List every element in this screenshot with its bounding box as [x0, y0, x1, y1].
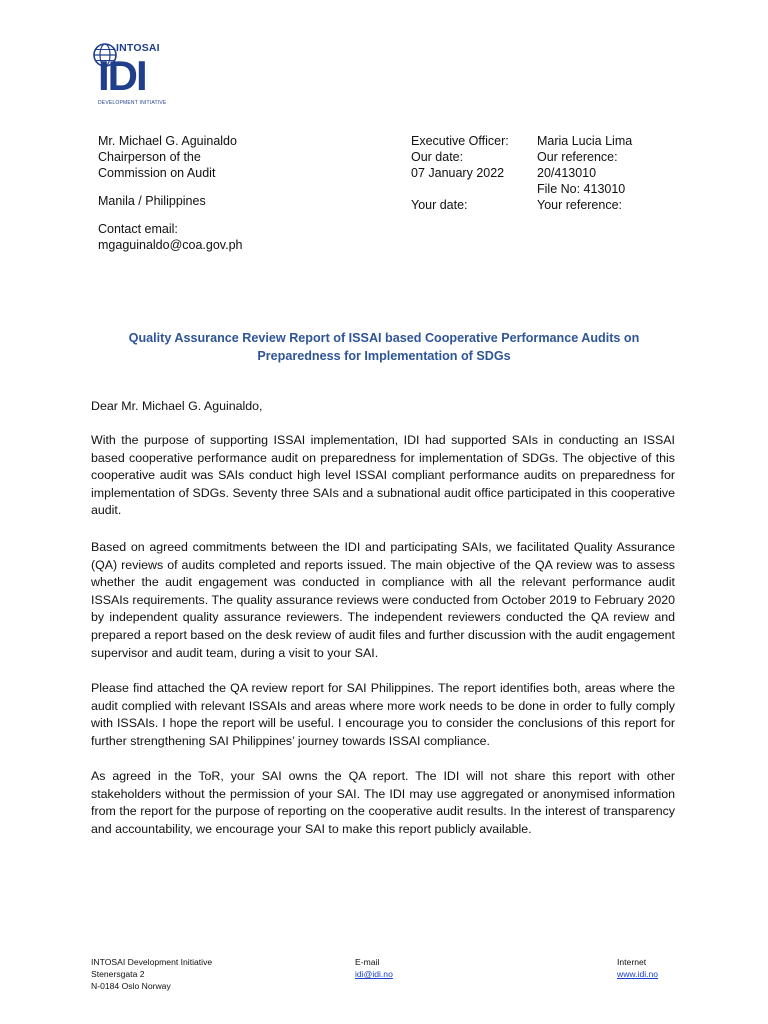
logo-org-text: INTOSAI: [116, 42, 160, 54]
footer-org: INTOSAI Development Initiative: [91, 957, 213, 967]
your-date-label: Your date:: [411, 198, 468, 212]
your-reference-label: Your reference:: [537, 198, 623, 212]
footer-email-label: E-mail: [355, 957, 380, 967]
recipient-email: mgaguinaldo@coa.gov.ph: [98, 238, 243, 252]
file-number: File No: 413010: [537, 182, 626, 196]
our-reference-value: 20/413010: [537, 166, 597, 180]
paragraph-qa-reviews: Based on agreed commitments between the IDI and participating SAIs, we facilitated Quality Assurance (QA) reviews of audits completed and reports issued. The main objective of the QA review was to assess whether the audit engagement was conducted in compliance with all the relevant performance audit ISSAIs requirements. The quality assurance reviews were conducted from October 2019 to February 2020 by independent quality assurance reviewers. The independent reviewers conducted the QA review and prepared a report based on the desk review of audit files and further discussion with the audit engagement supervisor and audit team, during a visit to your SAI.: [91, 540, 675, 660]
letter-title: Quality Assurance Review Report of ISSAI based Cooperative Performance Audits on Preparedness for Implementation of SDGs: [128, 331, 640, 363]
footer-email-block: [355, 956, 393, 980]
recipient-city: Manila / Philippines: [98, 194, 206, 208]
footer-website-link[interactable]: www.idi.no: [617, 969, 659, 980]
salutation: Dear Mr. Michael G. Aguinaldo,: [91, 399, 263, 413]
paragraph-report-attached: Please find attached the QA review report for SAI Philippines. The report identifies both, areas where the audit complied with relevant ISSAIs and areas where more work needs to be done in order to fully comply with ISSAIs. I hope the report will be useful. I encourage you to consider the conclusions of this report for further strengthening SAI Philippines’ journey towards ISSAI compliance.: [91, 681, 675, 748]
recipient-role-line-1: Chairperson of the: [98, 150, 201, 164]
contact-label: Contact email:: [98, 222, 178, 236]
paragraph-purpose: With the purpose of supporting ISSAI implementation, IDI had supported SAIs in conducting an ISSAI based cooperative performance audit on preparedness for implementation of SDGs. The objective of this cooperative audit was SAIs conduct high level ISSAI compliant performance audits on preparedness for implementation of SDGs. Seventy three SAIs and a subnational audit office participated in this cooperative audit.: [91, 433, 675, 518]
paragraph-ownership: As agreed in the ToR, your SAI owns the QA report. The IDI will not share this report with other stakeholders without the permission of your SAI. The IDI may use aggregated or anonymised information from the report for the purpose of reporting on the cooperative audit results. In the interest of transparency and accountability, we encourage your SAI to make this report publicly available.: [91, 769, 675, 836]
our-date-label: Our date:: [411, 150, 464, 164]
footer-email-link[interactable]: idi@idi.no: [355, 969, 393, 980]
officer-label: Executive Officer:: [411, 134, 509, 148]
footer-street: Stenersgata 2: [91, 969, 145, 980]
footer-internet-block: [617, 956, 658, 980]
recipient-role-line-2: Commission on Audit: [98, 166, 216, 180]
letter-meta: [411, 133, 632, 213]
recipient-name: Mr. Michael G. Aguinaldo: [98, 134, 237, 148]
our-date-value: 07 January 2022: [411, 166, 505, 180]
footer-address: [91, 956, 212, 993]
idi-logo: [92, 42, 174, 108]
recipient-address: [98, 133, 243, 253]
logo-mark: IDI: [98, 52, 146, 99]
logo-subtitle: DEVELOPMENT INITIATIVE: [98, 100, 167, 106]
officer-value: Maria Lucia Lima: [537, 134, 633, 148]
footer-postal: N-0184 Oslo Norway: [91, 981, 171, 992]
footer-internet-label: Internet: [617, 957, 647, 967]
our-reference-label: Our reference:: [537, 150, 618, 164]
